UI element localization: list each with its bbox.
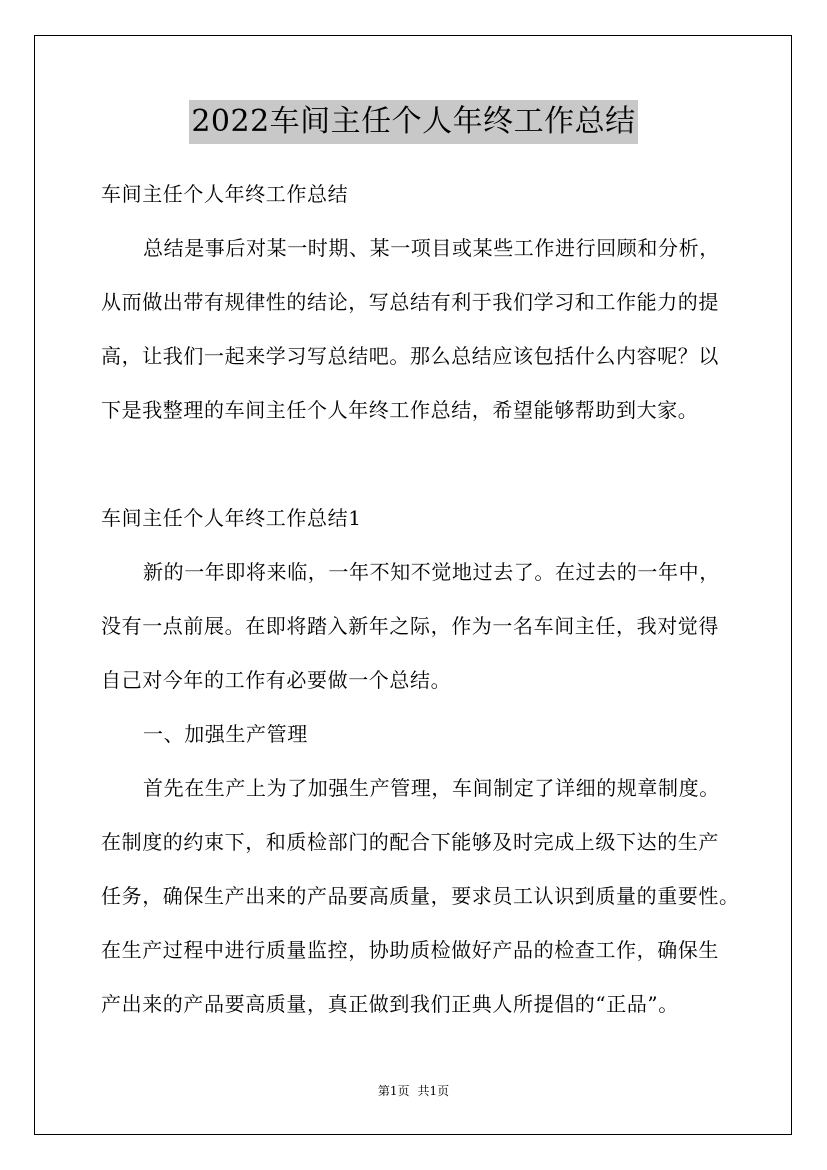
subsection-heading: 一、加强生产管理 — [143, 722, 308, 746]
page-footer — [0, 1083, 827, 1099]
paragraph-line: 没有一点前展。在即将踏入新年之际，作为一名车间主任，我对觉得 — [101, 614, 719, 638]
section-heading: 车间主任个人年终工作总结1 — [101, 506, 362, 530]
paragraph-line: 下是我整理的车间主任个人年终工作总结，希望能够帮助到大家。 — [101, 398, 699, 422]
paragraph-line: 总结是事后对某一时期、某一项目或某些工作进行回顾和分析， — [143, 236, 720, 260]
paragraph-line: 首先在生产上为了加强生产管理，车间制定了详细的规章制度。 — [143, 776, 720, 800]
paragraph-line: 自己对今年的工作有必要做一个总结。 — [101, 668, 452, 692]
page-number: 第1页 — [377, 1084, 410, 1098]
paragraph-line: 任务，确保生产出来的产品要高质量，要求员工认识到质量的重要性。 — [101, 884, 740, 908]
paragraph-line: 新的一年即将来临，一年不知不觉地过去了。在过去的一年中， — [143, 560, 720, 584]
paragraph-line: 高，让我们一起来学习写总结吧。那么总结应该包括什么内容呢？以 — [101, 344, 719, 368]
page-total: 共1页 — [417, 1084, 450, 1098]
paragraph-line: 从而做出带有规律性的结论，写总结有利于我们学习和工作能力的提 — [101, 290, 719, 314]
paragraph-line: 在制度的约束下，和质检部门的配合下能够及时完成上级下达的生产 — [101, 830, 719, 854]
document-title: 2022车间主任个人年终工作总结 — [189, 100, 637, 144]
title-container — [0, 100, 827, 144]
paragraph-line: 在生产过程中进行质量监控，协助质检做好产品的检查工作，确保生 — [101, 938, 719, 962]
paragraph-line: 产出来的产品要高质量，真正做到我们正典人所提倡的“正品”。 — [101, 992, 679, 1016]
section-heading: 车间主任个人年终工作总结 — [101, 182, 349, 206]
